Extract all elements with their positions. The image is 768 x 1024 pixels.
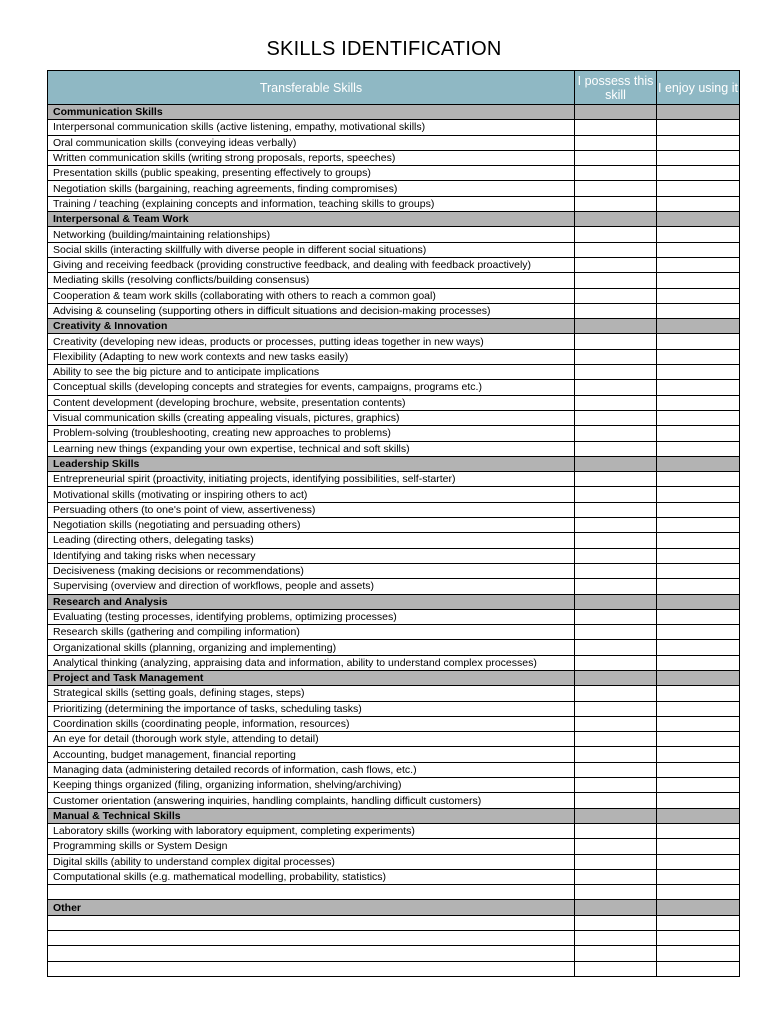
- skill-row: [48, 869, 740, 884]
- table-header-row: [48, 71, 740, 105]
- header-i-enjoy: I enjoy using it: [657, 71, 740, 105]
- skills-table-body: [48, 105, 740, 977]
- skill-row: [48, 548, 740, 563]
- possess-check-cell[interactable]: [575, 288, 657, 303]
- section-header-row: [48, 456, 740, 471]
- possess-check-cell[interactable]: [575, 273, 657, 288]
- enjoy-check-cell[interactable]: [657, 487, 740, 502]
- enjoy-check-cell[interactable]: [657, 732, 740, 747]
- possess-check-cell[interactable]: [575, 655, 657, 670]
- skill-label: Customer orientation (answering inquiries, handling complaints, handling difficult customers): [48, 793, 575, 808]
- skill-label: Accounting, budget management, financial reporting: [48, 747, 575, 762]
- possess-check-cell[interactable]: [575, 885, 657, 900]
- skill-label: Managing data (administering detailed records of information, cash flows, etc.): [48, 762, 575, 777]
- enjoy-check-cell: [657, 808, 740, 823]
- possess-check-cell[interactable]: [575, 181, 657, 196]
- skill-label: Computational skills (e.g. mathematical modelling, probability, statistics): [48, 869, 575, 884]
- skill-row: [48, 410, 740, 425]
- enjoy-check-cell[interactable]: [657, 869, 740, 884]
- skill-label: Evaluating (testing processes, identifying problems, optimizing processes): [48, 609, 575, 624]
- skill-row: [48, 931, 740, 946]
- skill-row: [48, 961, 740, 976]
- skill-label: [48, 885, 575, 900]
- skill-label: Decisiveness (making decisions or recommendations): [48, 563, 575, 578]
- skill-row: [48, 533, 740, 548]
- skill-row: [48, 793, 740, 808]
- skill-row: [48, 885, 740, 900]
- skill-row: [48, 120, 740, 135]
- section-header-row: [48, 212, 740, 227]
- skill-row: [48, 716, 740, 731]
- skill-row: [48, 166, 740, 181]
- possess-check-cell[interactable]: [575, 303, 657, 318]
- page-title: SKILLS IDENTIFICATION: [266, 38, 502, 60]
- skill-row: [48, 839, 740, 854]
- possess-check-cell[interactable]: [575, 365, 657, 380]
- skill-row: [48, 701, 740, 716]
- possess-check-cell[interactable]: [575, 227, 657, 242]
- skill-row: [48, 747, 740, 762]
- skill-row: [48, 823, 740, 838]
- header-i-possess: I possess this skill: [575, 71, 657, 105]
- enjoy-check-cell[interactable]: [657, 839, 740, 854]
- skill-row: [48, 380, 740, 395]
- possess-check-cell[interactable]: [575, 716, 657, 731]
- possess-check-cell[interactable]: [575, 854, 657, 869]
- skill-label: Motivational skills (motivating or inspiring others to act): [48, 487, 575, 502]
- skill-label: Supervising (overview and direction of workflows, people and assets): [48, 579, 575, 594]
- enjoy-check-cell[interactable]: [657, 655, 740, 670]
- enjoy-check-cell[interactable]: [657, 303, 740, 318]
- enjoy-check-cell[interactable]: [657, 242, 740, 257]
- skill-label: Creativity (developing new ideas, products or processes, putting ideas together in new ways): [48, 334, 575, 349]
- section-label: Research and Analysis: [48, 594, 575, 609]
- skill-label: [48, 946, 575, 961]
- skill-label: [48, 931, 575, 946]
- enjoy-check-cell[interactable]: [657, 441, 740, 456]
- skill-row: [48, 395, 740, 410]
- skill-label: Social skills (interacting skillfully with diverse people in different social situations): [48, 242, 575, 257]
- section-label: Other: [48, 900, 575, 915]
- section-label: Interpersonal & Team Work: [48, 212, 575, 227]
- possess-check-cell[interactable]: [575, 242, 657, 257]
- skill-label: Leading (directing others, delegating tasks): [48, 533, 575, 548]
- section-header-row: [48, 670, 740, 685]
- possess-check-cell[interactable]: [575, 257, 657, 272]
- enjoy-check-cell[interactable]: [657, 778, 740, 793]
- possess-check-cell[interactable]: [575, 548, 657, 563]
- possess-check-cell[interactable]: [575, 915, 657, 930]
- skill-label: Written communication skills (writing strong proposals, reports, speeches): [48, 150, 575, 165]
- possess-check-cell[interactable]: [575, 150, 657, 165]
- skill-row: [48, 854, 740, 869]
- skill-label: Coordination skills (coordinating people, information, resources): [48, 716, 575, 731]
- enjoy-check-cell[interactable]: [657, 395, 740, 410]
- enjoy-check-cell[interactable]: [657, 885, 740, 900]
- enjoy-check-cell[interactable]: [657, 701, 740, 716]
- possess-check-cell[interactable]: [575, 472, 657, 487]
- skill-label: Cooperation & team work skills (collaborating with others to reach a common goal): [48, 288, 575, 303]
- enjoy-check-cell[interactable]: [657, 135, 740, 150]
- enjoy-check-cell: [657, 594, 740, 609]
- enjoy-check-cell[interactable]: [657, 609, 740, 624]
- enjoy-check-cell[interactable]: [657, 747, 740, 762]
- possess-check-cell[interactable]: [575, 395, 657, 410]
- enjoy-check-cell[interactable]: [657, 166, 740, 181]
- enjoy-check-cell[interactable]: [657, 380, 740, 395]
- possess-check-cell: [575, 319, 657, 334]
- skill-label: Flexibility (Adapting to new work contexts and new tasks easily): [48, 349, 575, 364]
- enjoy-check-cell[interactable]: [657, 563, 740, 578]
- skill-label: Identifying and taking risks when necessary: [48, 548, 575, 563]
- skill-row: [48, 349, 740, 364]
- enjoy-check-cell[interactable]: [657, 365, 740, 380]
- skill-label: [48, 915, 575, 930]
- possess-check-cell[interactable]: [575, 502, 657, 517]
- enjoy-check-cell[interactable]: [657, 854, 740, 869]
- possess-check-cell[interactable]: [575, 732, 657, 747]
- possess-check-cell[interactable]: [575, 533, 657, 548]
- section-label: Communication Skills: [48, 105, 575, 120]
- skill-label: Learning new things (expanding your own expertise, technical and soft skills): [48, 441, 575, 456]
- section-header-row: [48, 594, 740, 609]
- enjoy-check-cell: [657, 900, 740, 915]
- skill-label: Digital skills (ability to understand complex digital processes): [48, 854, 575, 869]
- enjoy-check-cell[interactable]: [657, 762, 740, 777]
- possess-check-cell[interactable]: [575, 778, 657, 793]
- enjoy-check-cell[interactable]: [657, 120, 740, 135]
- enjoy-check-cell: [657, 456, 740, 471]
- enjoy-check-cell[interactable]: [657, 548, 740, 563]
- enjoy-check-cell[interactable]: [657, 915, 740, 930]
- possess-check-cell[interactable]: [575, 380, 657, 395]
- possess-check-cell: [575, 105, 657, 120]
- skill-row: [48, 303, 740, 318]
- header-transferable-skills: Transferable Skills: [48, 71, 575, 105]
- skill-row: [48, 518, 740, 533]
- enjoy-check-cell[interactable]: [657, 257, 740, 272]
- enjoy-check-cell: [657, 212, 740, 227]
- possess-check-cell[interactable]: [575, 135, 657, 150]
- possess-check-cell[interactable]: [575, 563, 657, 578]
- enjoy-check-cell[interactable]: [657, 410, 740, 425]
- skill-row: [48, 655, 740, 670]
- possess-check-cell[interactable]: [575, 823, 657, 838]
- skill-label: [48, 961, 575, 976]
- possess-check-cell: [575, 900, 657, 915]
- section-header-row: [48, 900, 740, 915]
- section-label: Manual & Technical Skills: [48, 808, 575, 823]
- skill-label: Giving and receiving feedback (providing constructive feedback, and dealing with feedback proactively): [48, 257, 575, 272]
- enjoy-check-cell[interactable]: [657, 625, 740, 640]
- skill-label: Problem-solving (troubleshooting, creating new approaches to problems): [48, 426, 575, 441]
- enjoy-check-cell[interactable]: [657, 793, 740, 808]
- enjoy-check-cell[interactable]: [657, 349, 740, 364]
- skill-label: Content development (developing brochure, website, presentation contents): [48, 395, 575, 410]
- enjoy-check-cell[interactable]: [657, 227, 740, 242]
- possess-check-cell: [575, 808, 657, 823]
- skill-label: Interpersonal communication skills (active listening, empathy, motivational skills): [48, 120, 575, 135]
- skill-label: Visual communication skills (creating appealing visuals, pictures, graphics): [48, 410, 575, 425]
- enjoy-check-cell[interactable]: [657, 150, 740, 165]
- possess-check-cell[interactable]: [575, 961, 657, 976]
- enjoy-check-cell: [657, 670, 740, 685]
- section-label: Project and Task Management: [48, 670, 575, 685]
- enjoy-check-cell[interactable]: [657, 686, 740, 701]
- possess-check-cell[interactable]: [575, 609, 657, 624]
- skill-row: [48, 487, 740, 502]
- possess-check-cell[interactable]: [575, 747, 657, 762]
- section-label: Leadership Skills: [48, 456, 575, 471]
- skill-label: Strategical skills (setting goals, defining stages, steps): [48, 686, 575, 701]
- enjoy-check-cell[interactable]: [657, 946, 740, 961]
- skill-row: [48, 762, 740, 777]
- enjoy-check-cell[interactable]: [657, 273, 740, 288]
- skill-row: [48, 915, 740, 930]
- skill-row: [48, 426, 740, 441]
- possess-check-cell[interactable]: [575, 869, 657, 884]
- enjoy-check-cell[interactable]: [657, 961, 740, 976]
- skill-row: [48, 625, 740, 640]
- possess-check-cell[interactable]: [575, 625, 657, 640]
- skill-label: An eye for detail (thorough work style, attending to detail): [48, 732, 575, 747]
- skill-label: Research skills (gathering and compiling information): [48, 625, 575, 640]
- section-label: Creativity & Innovation: [48, 319, 575, 334]
- possess-check-cell[interactable]: [575, 793, 657, 808]
- skill-row: [48, 227, 740, 242]
- skill-label: Conceptual skills (developing concepts and strategies for events, campaigns, programs etc.): [48, 380, 575, 395]
- enjoy-check-cell[interactable]: [657, 196, 740, 211]
- possess-check-cell[interactable]: [575, 640, 657, 655]
- skill-row: [48, 288, 740, 303]
- skill-label: Laboratory skills (working with laboratory equipment, completing experiments): [48, 823, 575, 838]
- enjoy-check-cell[interactable]: [657, 502, 740, 517]
- possess-check-cell: [575, 212, 657, 227]
- enjoy-check-cell[interactable]: [657, 716, 740, 731]
- skill-label: Networking (building/maintaining relationships): [48, 227, 575, 242]
- skill-label: Ability to see the big picture and to anticipate implications: [48, 365, 575, 380]
- skill-label: Negotiation skills (bargaining, reaching agreements, finding compromises): [48, 181, 575, 196]
- skill-row: [48, 273, 740, 288]
- enjoy-check-cell[interactable]: [657, 579, 740, 594]
- skill-row: [48, 181, 740, 196]
- section-header-row: [48, 808, 740, 823]
- skill-label: Presentation skills (public speaking, presenting effectively to groups): [48, 166, 575, 181]
- skill-label: Entrepreneurial spirit (proactivity, initiating projects, identifying possibilities, self-starter): [48, 472, 575, 487]
- possess-check-cell[interactable]: [575, 686, 657, 701]
- skill-row: [48, 502, 740, 517]
- possess-check-cell[interactable]: [575, 579, 657, 594]
- skill-row: [48, 365, 740, 380]
- possess-check-cell[interactable]: [575, 839, 657, 854]
- enjoy-check-cell[interactable]: [657, 640, 740, 655]
- skill-label: Persuading others (to one's point of view, assertiveness): [48, 502, 575, 517]
- possess-check-cell: [575, 670, 657, 685]
- possess-check-cell: [575, 456, 657, 471]
- skill-label: Analytical thinking (analyzing, appraising data and information, ability to understand complex processes): [48, 655, 575, 670]
- section-header-row: [48, 105, 740, 120]
- enjoy-check-cell[interactable]: [657, 931, 740, 946]
- skills-table: [47, 70, 740, 977]
- enjoy-check-cell[interactable]: [657, 518, 740, 533]
- enjoy-check-cell[interactable]: [657, 288, 740, 303]
- skill-row: [48, 778, 740, 793]
- possess-check-cell[interactable]: [575, 196, 657, 211]
- skill-row: [48, 640, 740, 655]
- skill-label: Keeping things organized (filing, organizing information, shelving/archiving): [48, 778, 575, 793]
- skill-label: Negotiation skills (negotiating and persuading others): [48, 518, 575, 533]
- skill-label: Training / teaching (explaining concepts and information, teaching skills to groups): [48, 196, 575, 211]
- enjoy-check-cell[interactable]: [657, 334, 740, 349]
- skill-label: Programming skills or System Design: [48, 839, 575, 854]
- skill-row: [48, 609, 740, 624]
- skill-label: Prioritizing (determining the importance of tasks, scheduling tasks): [48, 701, 575, 716]
- skill-row: [48, 334, 740, 349]
- possess-check-cell[interactable]: [575, 931, 657, 946]
- skill-row: [48, 242, 740, 257]
- enjoy-check-cell[interactable]: [657, 181, 740, 196]
- skill-label: Mediating skills (resolving conflicts/building consensus): [48, 273, 575, 288]
- enjoy-check-cell[interactable]: [657, 823, 740, 838]
- possess-check-cell[interactable]: [575, 349, 657, 364]
- possess-check-cell[interactable]: [575, 120, 657, 135]
- possess-check-cell[interactable]: [575, 518, 657, 533]
- section-header-row: [48, 319, 740, 334]
- possess-check-cell[interactable]: [575, 762, 657, 777]
- possess-check-cell[interactable]: [575, 426, 657, 441]
- possess-check-cell[interactable]: [575, 334, 657, 349]
- possess-check-cell[interactable]: [575, 946, 657, 961]
- possess-check-cell[interactable]: [575, 701, 657, 716]
- skill-label: Organizational skills (planning, organizing and implementing): [48, 640, 575, 655]
- possess-check-cell[interactable]: [575, 410, 657, 425]
- skill-row: [48, 686, 740, 701]
- enjoy-check-cell: [657, 105, 740, 120]
- skill-row: [48, 150, 740, 165]
- skill-row: [48, 257, 740, 272]
- skill-row: [48, 441, 740, 456]
- possess-check-cell[interactable]: [575, 166, 657, 181]
- enjoy-check-cell[interactable]: [657, 533, 740, 548]
- skill-row: [48, 472, 740, 487]
- skill-row: [48, 196, 740, 211]
- enjoy-check-cell[interactable]: [657, 426, 740, 441]
- possess-check-cell[interactable]: [575, 441, 657, 456]
- possess-check-cell: [575, 594, 657, 609]
- enjoy-check-cell[interactable]: [657, 472, 740, 487]
- enjoy-check-cell: [657, 319, 740, 334]
- skill-label: Advising & counseling (supporting others in difficult situations and decision-making processes): [48, 303, 575, 318]
- possess-check-cell[interactable]: [575, 487, 657, 502]
- skill-row: [48, 946, 740, 961]
- skill-row: [48, 563, 740, 578]
- skill-row: [48, 732, 740, 747]
- skill-row: [48, 579, 740, 594]
- skill-row: [48, 135, 740, 150]
- skill-label: Oral communication skills (conveying ideas verbally): [48, 135, 575, 150]
